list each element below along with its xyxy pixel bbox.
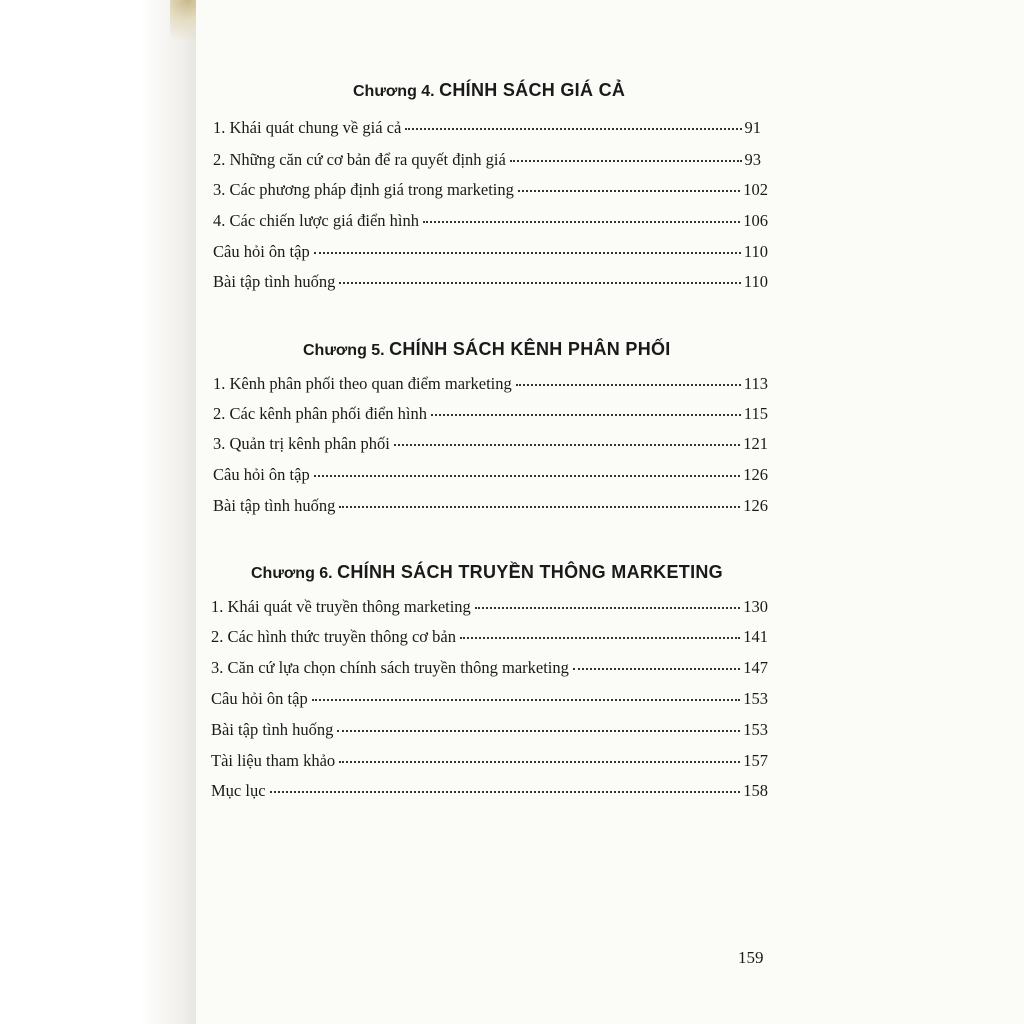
- toc-entry: [211, 658, 768, 678]
- toc-entry-page: 93: [744, 150, 761, 169]
- toc-entry-page: 141: [743, 627, 768, 646]
- chapter-number: Chương 6.: [251, 565, 333, 582]
- toc-entry-label: Câu hỏi ôn tập: [211, 689, 308, 708]
- toc-entry-label: Mục lục: [211, 781, 266, 800]
- dot-leader: [339, 506, 740, 508]
- toc-entry-label: Bài tập tình huống: [211, 720, 334, 739]
- toc-entry: [213, 150, 761, 170]
- toc-entry-page: 147: [743, 658, 768, 677]
- chapter-heading: [303, 339, 671, 360]
- toc-entry-label: 1. Kênh phân phối theo quan điểm marketing: [213, 374, 512, 393]
- page-number: 159: [738, 948, 764, 967]
- toc-entry-label: 1. Khái quát về truyền thông marketing: [211, 597, 471, 616]
- toc-entry-label: Bài tập tình huống: [213, 272, 336, 291]
- dot-leader: [270, 791, 741, 793]
- toc-entry-page: 130: [743, 597, 768, 616]
- toc-entry-page: 91: [744, 118, 761, 137]
- toc-entry: [213, 374, 768, 394]
- toc-entry: [213, 434, 768, 454]
- toc-entry-page: 153: [743, 720, 768, 739]
- toc-entry: [211, 597, 768, 617]
- dot-leader: [516, 384, 741, 386]
- toc-entry: [213, 118, 761, 138]
- page-gutter-shadow: [0, 0, 200, 1024]
- toc-entry-page: 115: [743, 404, 768, 423]
- toc-entry-label: 2. Các hình thức truyền thông cơ bản: [211, 627, 456, 646]
- toc-entry-label: 2. Những căn cứ cơ bản để ra quyết định giá: [213, 150, 506, 169]
- toc-entry-page: 106: [743, 211, 768, 230]
- dot-leader: [339, 282, 740, 284]
- chapter-title: CHÍNH SÁCH KÊNH PHÂN PHỐI: [389, 339, 671, 359]
- toc-entry-page: 110: [743, 272, 768, 291]
- toc-entry-page: 121: [743, 434, 768, 453]
- toc-entry-label: 1. Khái quát chung về giá cả: [213, 118, 402, 137]
- toc-entry: [213, 180, 768, 200]
- dot-leader: [431, 414, 741, 416]
- toc-entry-label: Câu hỏi ôn tập: [213, 242, 310, 261]
- toc-entry-label: 2. Các kênh phân phối điển hình: [213, 404, 428, 423]
- toc-entry: [211, 627, 768, 647]
- toc-entry: [213, 211, 768, 231]
- dot-leader: [423, 221, 740, 223]
- toc-entry-page: 153: [743, 689, 768, 708]
- toc-entry-label: 3. Quản trị kênh phân phối: [213, 434, 390, 453]
- dot-leader: [518, 190, 740, 192]
- toc-entry: [211, 751, 768, 771]
- toc-entry-page: 126: [743, 496, 768, 515]
- chapter-heading: [353, 80, 625, 101]
- toc-entry: [213, 496, 768, 516]
- chapter-number: Chương 5.: [303, 342, 385, 359]
- toc-entry-label: Bài tập tình huống: [213, 496, 336, 515]
- toc-entry-page: 158: [743, 781, 768, 800]
- dot-leader: [573, 668, 740, 670]
- dot-leader: [510, 160, 742, 162]
- toc-entry-label: 3. Các phương pháp định giá trong marketing: [213, 180, 514, 199]
- toc-entry-page: 110: [743, 242, 768, 261]
- dot-leader: [460, 637, 740, 639]
- dot-leader: [312, 699, 741, 701]
- dot-leader: [314, 252, 741, 254]
- toc-entry-page: 102: [743, 180, 768, 199]
- toc-entry-page: 157: [743, 751, 768, 770]
- toc-entry: [213, 272, 768, 292]
- toc-entry: [211, 689, 768, 709]
- toc-entry-page: 126: [743, 465, 768, 484]
- toc-entry: [213, 404, 768, 424]
- toc-entry: [211, 720, 768, 740]
- toc-entry-label: Câu hỏi ôn tập: [213, 465, 310, 484]
- chapter-title: CHÍNH SÁCH GIÁ CẢ: [439, 80, 626, 100]
- toc-entry-label: 4. Các chiến lược giá điển hình: [213, 211, 419, 230]
- toc-entry-label: 3. Căn cứ lựa chọn chính sách truyền thông marketing: [211, 658, 569, 677]
- dot-leader: [475, 607, 740, 609]
- chapter-title: CHÍNH SÁCH TRUYỀN THÔNG MARKETING: [337, 562, 723, 582]
- dot-leader: [405, 128, 741, 130]
- chapter-number: Chương 4.: [353, 83, 435, 100]
- dot-leader: [314, 475, 741, 477]
- dot-leader: [394, 444, 740, 446]
- dot-leader: [339, 761, 740, 763]
- toc-entry-label: Tài liệu tham khảo: [211, 751, 336, 770]
- dot-leader: [337, 730, 740, 732]
- toc-entry-page: 113: [743, 374, 768, 393]
- toc-entry: [213, 242, 768, 262]
- toc-entry: [213, 465, 768, 485]
- toc-entry: [211, 781, 768, 801]
- chapter-heading: [251, 562, 723, 583]
